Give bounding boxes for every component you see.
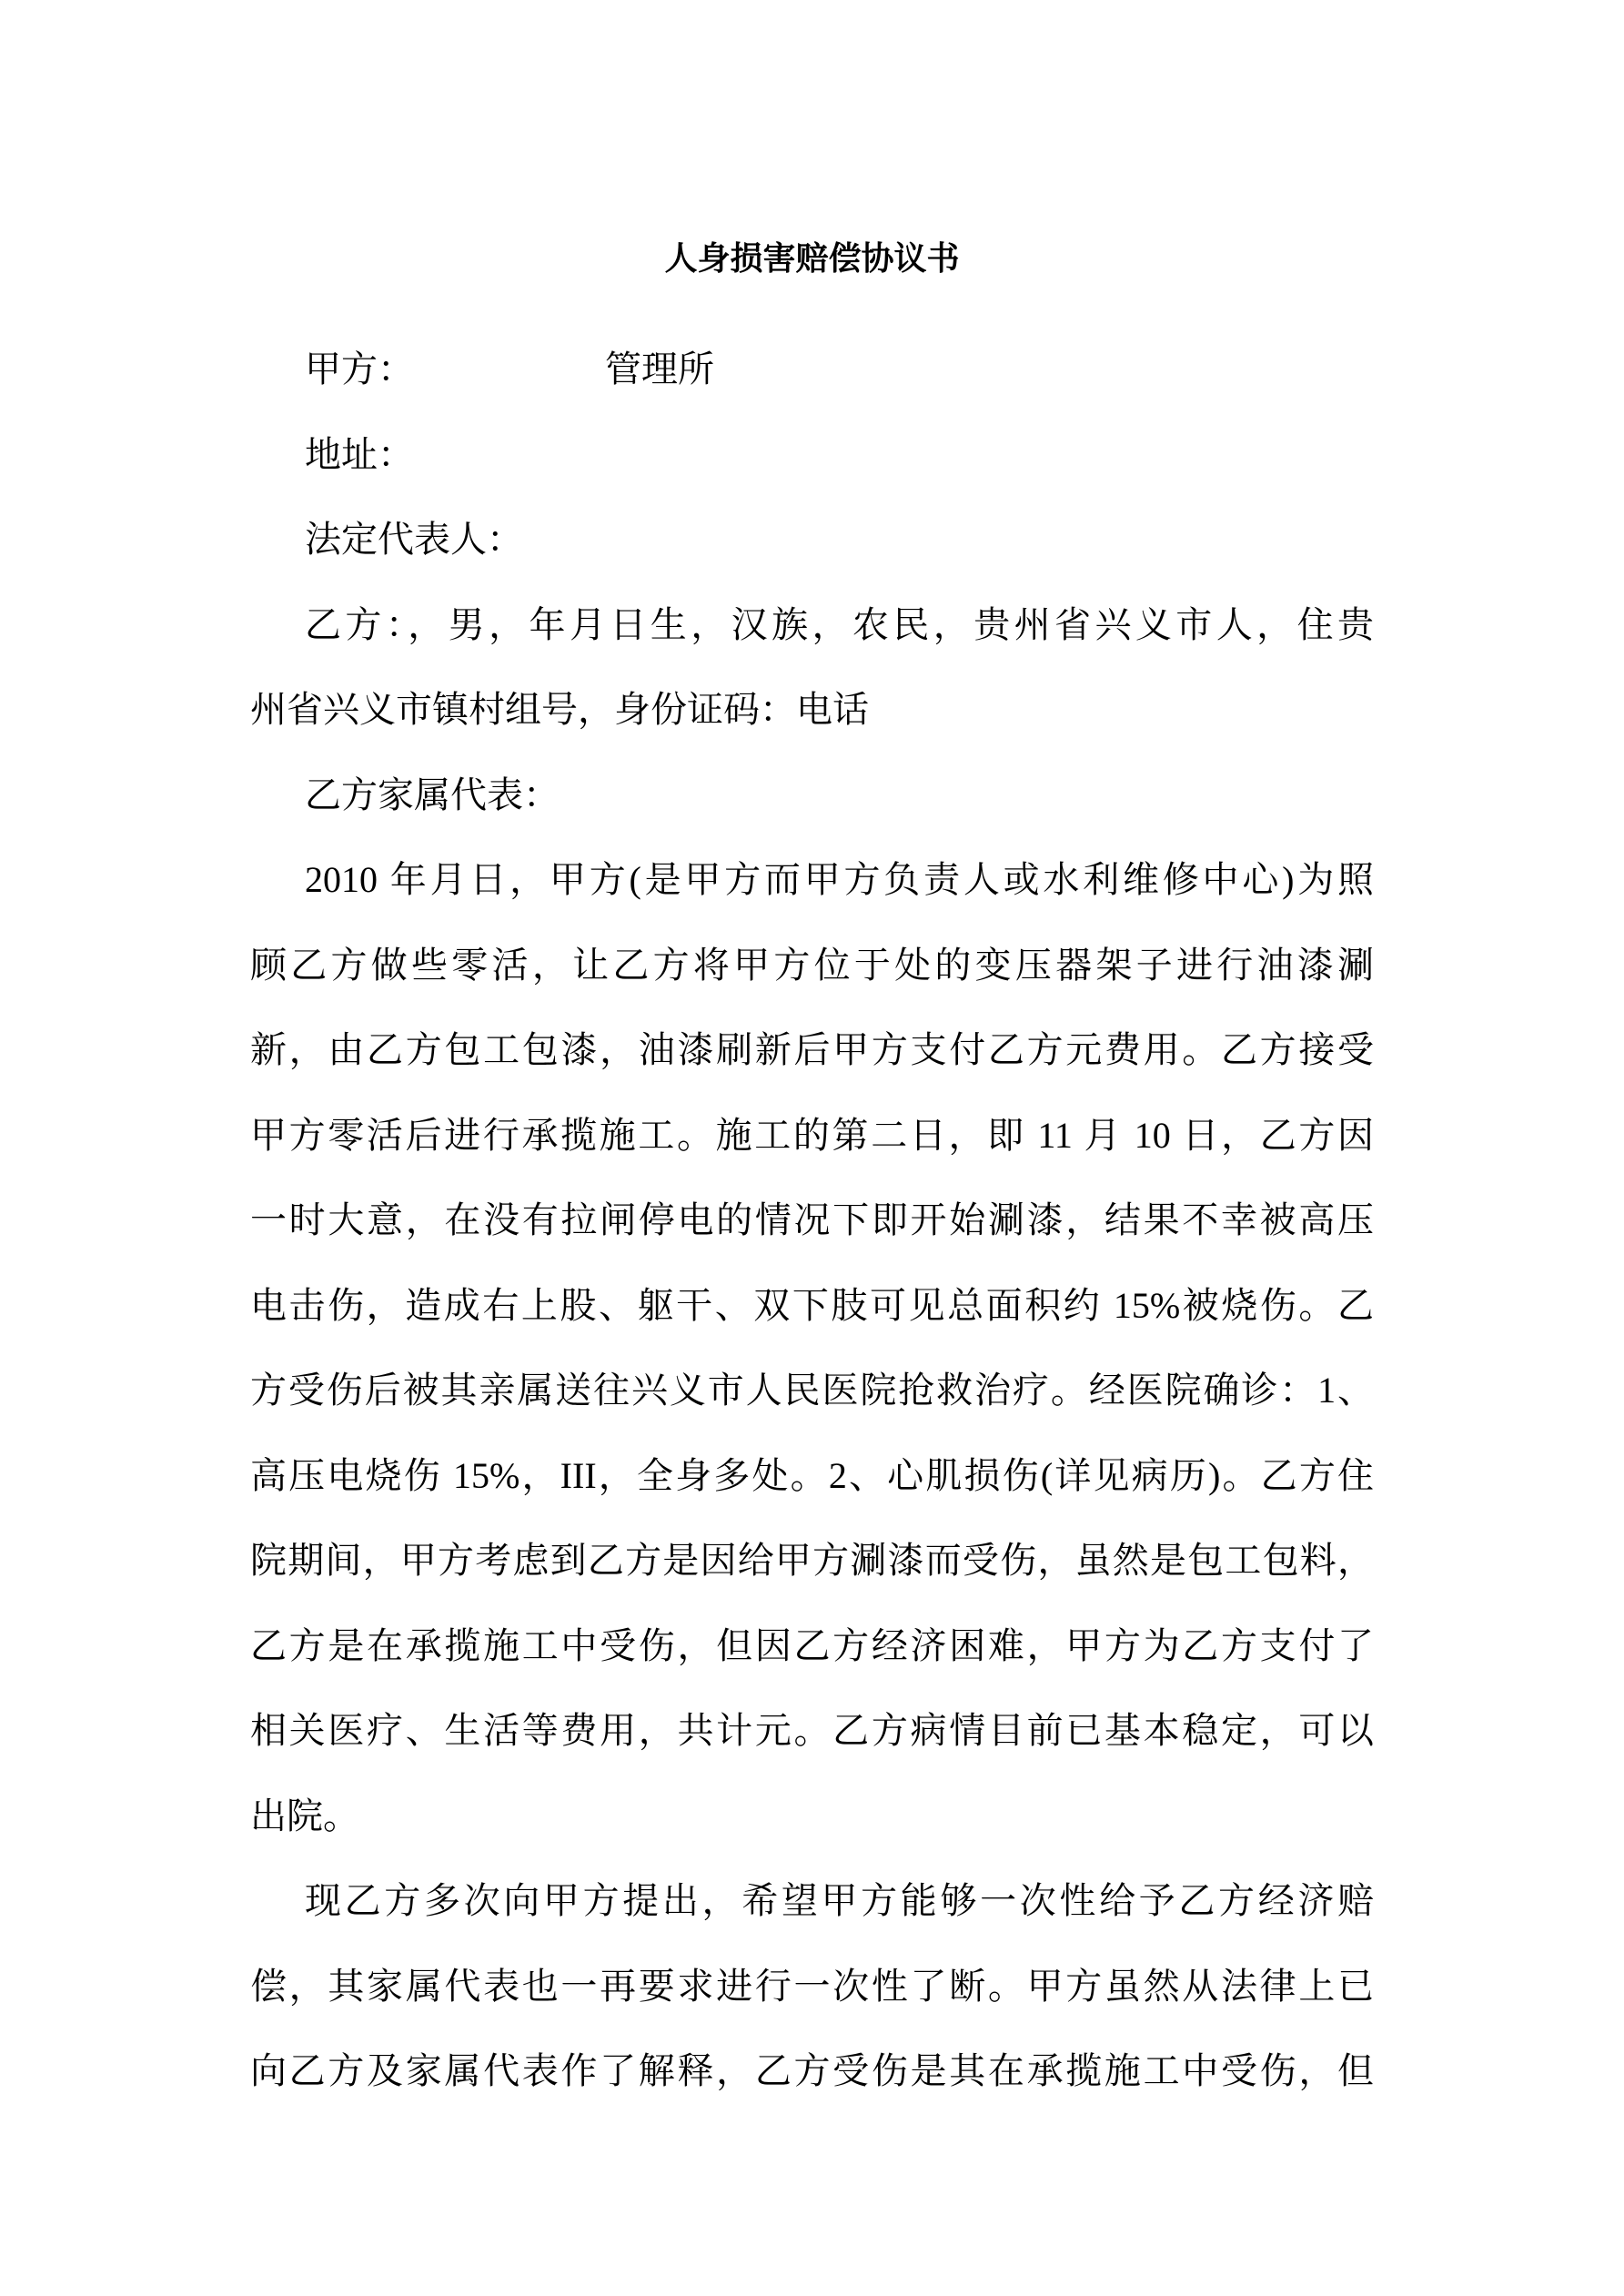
document-line: 2010 年月日，甲方(是甲方而甲方负责人或水利维修中心)为照 bbox=[305, 859, 1374, 900]
document-body bbox=[250, 217, 1374, 2114]
document-line: 相关医疗、生活等费用，共计元。乙方病情目前已基本稳定，可以 bbox=[250, 1710, 1374, 1751]
document-line: 现乙方多次向甲方提出，希望甲方能够一次性给予乙方经济赔 bbox=[305, 1880, 1374, 1921]
document-line: 电击伤，造成右上股、躯干、双下肢可见总面积约 15%被烧伤。乙 bbox=[250, 1284, 1374, 1326]
party-a-label: 甲方： bbox=[305, 349, 414, 389]
document-line: 院期间，甲方考虑到乙方是因给甲方涮漆而受伤，虽然是包工包料， bbox=[250, 1540, 1374, 1581]
party-a-value: 管理所 bbox=[605, 349, 714, 389]
document-line: 乙方是在承揽施工中受伤，但因乙方经济困难，甲方为乙方支付了 bbox=[250, 1624, 1374, 1666]
document-line: 方受伤后被其亲属送往兴义市人民医院抢救治疗。经医院确诊：1、 bbox=[250, 1370, 1374, 1411]
document-line: 出院。 bbox=[250, 1795, 359, 1836]
document-line-address: 地址： bbox=[305, 433, 414, 475]
document-line: 新，由乙方包工包漆，油漆刷新后甲方支付乙方元费用。乙方接受 bbox=[250, 1029, 1374, 1070]
party-a-gap bbox=[414, 380, 605, 381]
document-line: 甲方零活后进行承揽施工。施工的第二日，即 11 月 10 日，乙方因 bbox=[250, 1114, 1374, 1156]
document-line-legal-rep: 法定代表人： bbox=[305, 519, 523, 560]
document-line: 乙方：，男，年月日生，汉族，农民，贵州省兴义市人，住贵 bbox=[305, 603, 1374, 645]
party-a-line bbox=[250, 327, 1374, 412]
document-title: 人身损害赔偿协议书 bbox=[664, 240, 960, 277]
document-line: 高压电烧伤 15%，III，全身多处。2、心肌损伤(详见病历)。乙方住 bbox=[250, 1454, 1374, 1496]
document-line: 顾乙方做些零活，让乙方将甲方位于处的变压器架子进行油漆涮 bbox=[250, 944, 1374, 986]
document-line: 一时大意，在没有拉闸停电的情况下即开始涮漆，结果不幸被高压 bbox=[250, 1199, 1374, 1240]
document-line: 偿，其家属代表也一再要求进行一次性了断。甲方虽然从法律上已 bbox=[250, 1965, 1374, 2007]
document-line-family-rep: 乙方家属代表： bbox=[305, 774, 560, 815]
document-line: 向乙方及家属代表作了解释，乙方受伤是其在承揽施工中受伤，但 bbox=[250, 2050, 1374, 2091]
document-line: 州省兴义市镇村组号，身份证码：电话 bbox=[250, 689, 869, 730]
